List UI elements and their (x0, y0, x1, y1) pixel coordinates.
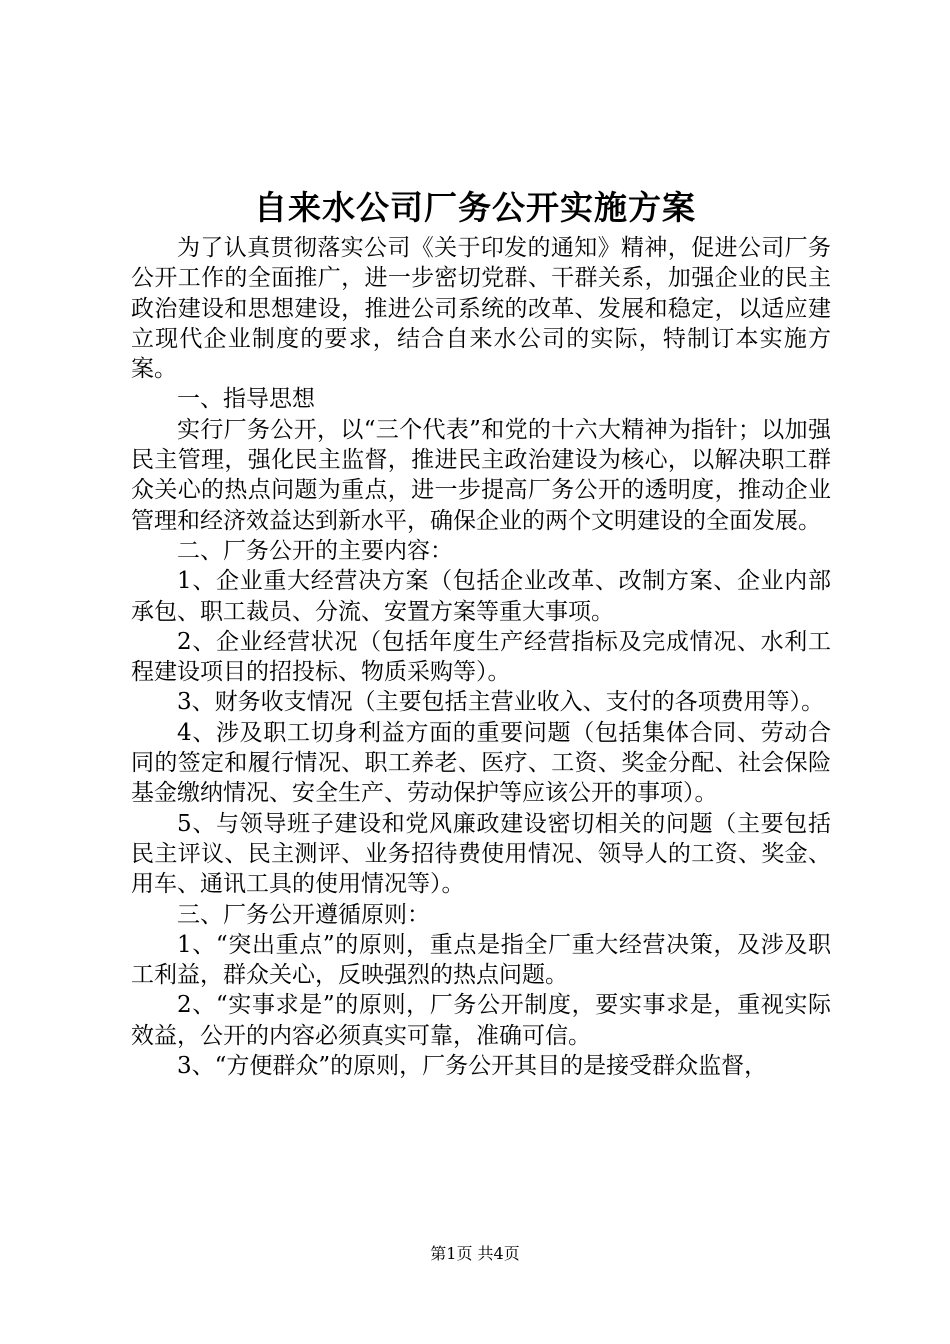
section-heading-principles: 三、厂务公开遵循原则： (177, 901, 430, 928)
guiding-ideology-paragraph: 实行厂务公开，以“三个代表”和党的十六大精神为指针；以加强民主管理，强化民主监督，推进民主政治建设为核心，以解决职工群众关心的热点问题为重点，进一步提高厂务公开的透明度，推动企业管理和经济效益达到新水平，确保企业的两个文明建设的全面发展。 (131, 416, 831, 534)
content-item-1: 1、企业重大经营决方案（包括企业改革、改制方案、企业内部承包、职工裁员、分流、安置方案等重大事项。 (131, 568, 831, 625)
intro-paragraph: 为了认真贯彻落实公司《关于印发的通知》精神，促进公司厂务公开工作的全面推广，进一步密切党群、干群关系，加强企业的民主政治建设和思想建设，推进公司系统的改革、发展和稳定，以适应建立现代企业制度的要求，结合自来水公司的实际，特制订本实施方案。 (131, 235, 831, 383)
content-item-2: 2、企业经营状况（包括年度生产经营指标及完成情况、水利工程建设项目的招投标、物质采购等）。 (131, 628, 831, 686)
page-footer: 第1页 共4页 (430, 1244, 520, 1263)
principle-item-1: 1、“突出重点”的原则，重点是指全厂重大经营决策，及涉及职工利益，群众关心，反映强烈的热点问题。 (131, 931, 831, 989)
document-title: 自来水公司厂务公开实施方案 (254, 188, 696, 227)
content-item-5: 5、与领导班子建设和党风廉政建设密切相关的问题（主要包括民主评议、民主测评、业务招待费使用情况、领导人的工资、奖金、用车、通讯工具的使用情况等）。 (131, 810, 831, 898)
principle-item-3: 3、“方便群众”的原则，厂务公开其目的是接受群众监督， (177, 1053, 768, 1080)
principle-item-2: 2、“实事求是”的原则，厂务公开制度，要实事求是，重视实际效益，公开的内容必须真实可靠，准确可信。 (131, 992, 831, 1049)
content-item-4: 4、涉及职工切身利益方面的重要问题（包括集体合同、劳动合同的签定和履行情况、职工养老、医疗、工资、奖金分配、社会保险基金缴纳情况、安全生产、劳动保护等应该公开的事项）。 (131, 719, 831, 807)
section-heading-guiding-ideology: 一、指导思想 (177, 386, 315, 413)
section-heading-main-content: 二、厂务公开的主要内容： (177, 537, 453, 564)
document-body (131, 233, 831, 1081)
content-item-3: 3、财务收支情况（主要包括主营业收入、支付的各项费用等）。 (177, 689, 825, 716)
